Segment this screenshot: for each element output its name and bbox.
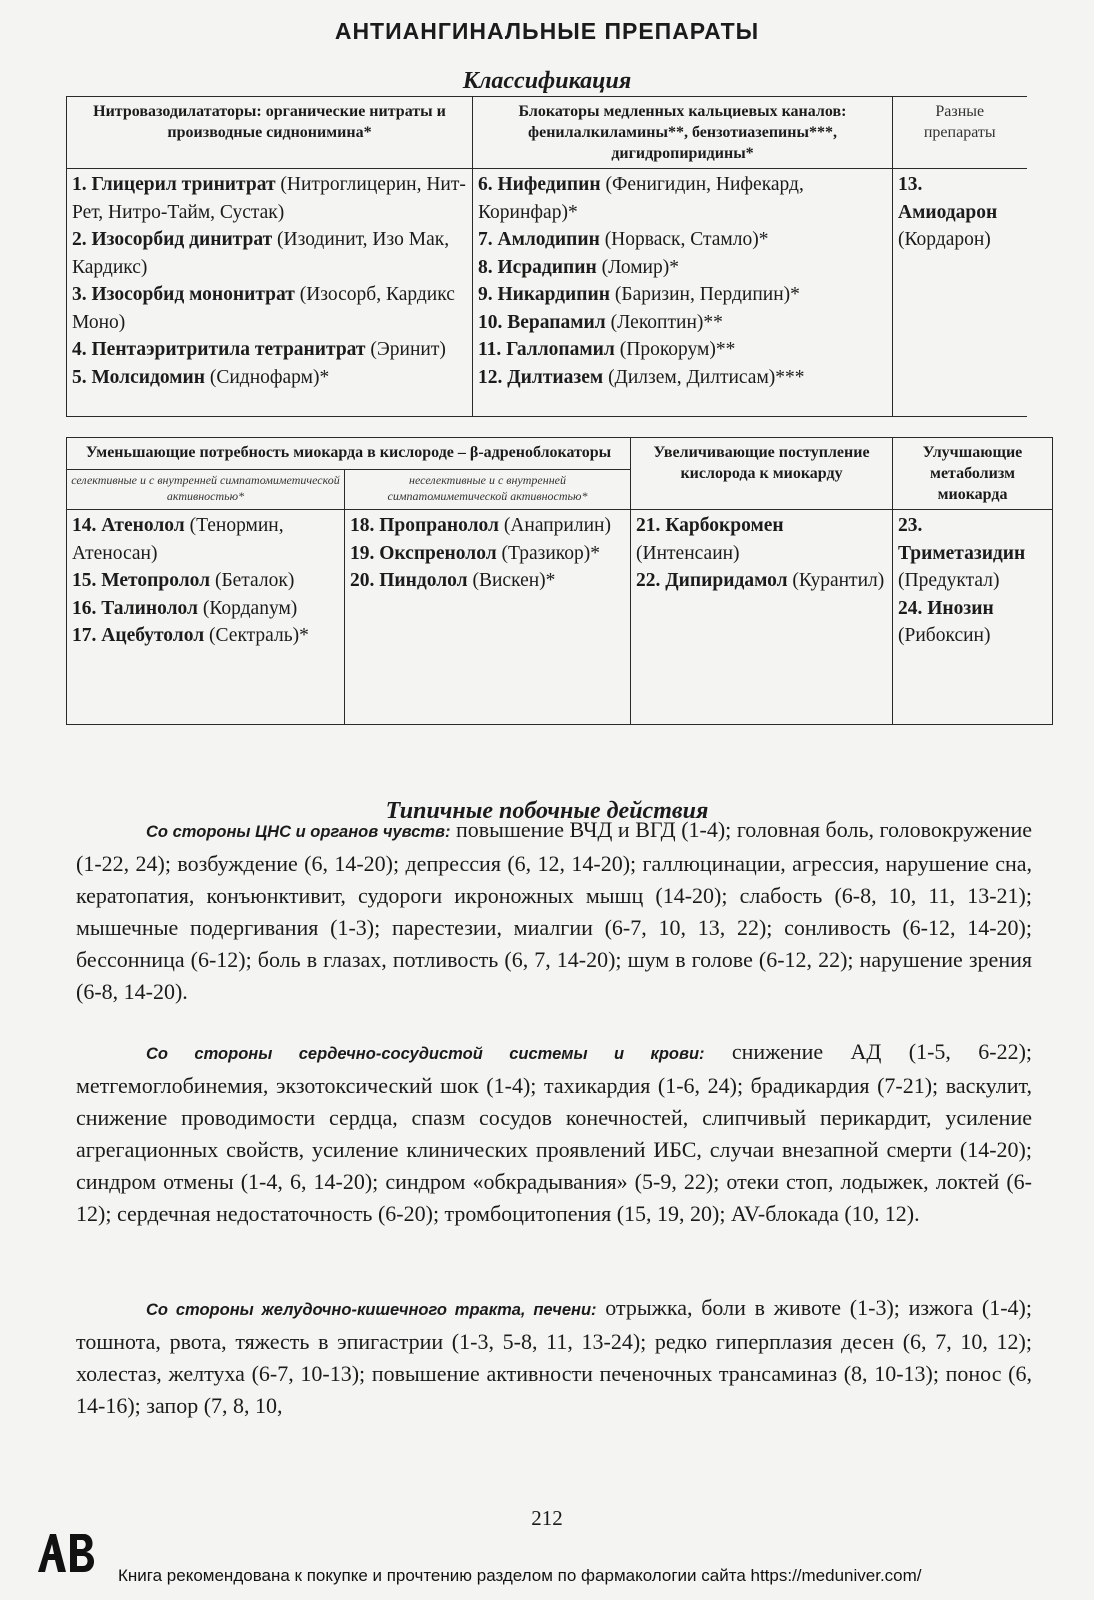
- list-selective: [67, 510, 345, 725]
- drug-name: 2. Изосорбид динитрат: [72, 229, 273, 250]
- header-nitrates: Нитровазодилататоры: органические нитраты и производные сиднонимина*: [67, 97, 473, 169]
- header-beta-blockers: Уменьшающие потребность миокарда в кислороде – β-адреноблокаторы: [67, 438, 631, 470]
- drug-name: 4. Пентаэритритила тетранитрат: [72, 339, 366, 360]
- drug-name: 5. Молсидомин: [72, 366, 205, 388]
- drug-brands: (Фенигидин, Нифекард, Коринфар)*: [478, 174, 804, 223]
- subheader-selective: селективные и с внутренней симпатомиметической активностью*: [67, 470, 345, 510]
- list-metabolism: [893, 510, 1053, 725]
- list-item: [636, 512, 887, 567]
- drug-name: 7. Амлодипин: [478, 229, 600, 250]
- list-item: [350, 512, 625, 540]
- drug-name: 12. Дилтиазем: [478, 366, 604, 388]
- list-other-drugs: [893, 169, 1027, 417]
- drug-name: 14. Атенолол: [72, 515, 185, 536]
- drug-brands: (Изодинит, Изо Мак, Кардикс): [72, 229, 450, 278]
- drug-brands: (Рибоксин): [898, 625, 991, 646]
- drug-brands: (Ломир)*: [596, 256, 679, 278]
- list-item: [72, 567, 339, 595]
- drug-brands: (Курантил): [787, 570, 885, 591]
- header-metabolism: Улучшающие метаболизм миокарда: [893, 438, 1053, 510]
- drug-name: 8. Исрадипин: [478, 256, 597, 278]
- drug-brands: (Баризин, Пердипин)*: [610, 284, 800, 305]
- list-item: [72, 512, 339, 567]
- drug-name: 10. Верапамил: [478, 311, 606, 333]
- list-item: [478, 226, 887, 254]
- page-number: 212: [531, 1506, 563, 1530]
- drug-name: 20. Пиндолол: [350, 570, 468, 591]
- paragraph-gastrointestinal: [76, 1292, 1032, 1422]
- site-logo: [36, 1528, 100, 1574]
- list-item: [478, 336, 887, 364]
- drug-brands: (Нитроглицерин, Нит-Рет, Нитро-Тайм, Сустак): [72, 174, 466, 223]
- paragraph-text: повышение ВЧД и ВГД (1-4); головная боль, головокружение (1-22, 24); возбуждение (6, 14-20); депрессия (6, 12, 14-20); галлюцинации, агрессия, нарушение сна, кератопатия, конъюнктивит, судороги икроножных мышц (14-20); слабость (6-8, 10, 11, 13-21); мышечные подергивания (1-3); парестезии, миалгии (6-7, 10, 13, 22); сонливость (6-12, 14-20); бессонница (6-12); боль в глазах, потливость (6, 7, 14-20); шум в голове (6-12, 22); нарушение зрения (6-8, 14-20).: [76, 817, 1032, 1004]
- drug-brands: (Кордарон): [898, 229, 991, 250]
- list-item: [478, 254, 887, 282]
- drug-name: 1. Глицерил тринитрат: [72, 174, 276, 195]
- drug-name: 16. Талинолол: [72, 597, 198, 619]
- drug-brands: (Кордanум): [197, 597, 298, 619]
- classification-table-1: [66, 96, 1027, 417]
- drug-name: 21. Карбокромен: [636, 515, 784, 536]
- drug-brands: (Тенормин, Атеносан): [72, 515, 284, 564]
- drug-brands: (Предуктал): [898, 570, 1000, 591]
- header-other-drugs-label: Разные препараты: [923, 103, 996, 141]
- drug-brands: (Лекоптин)**: [605, 311, 723, 333]
- classification-table-2: [66, 437, 1053, 725]
- drug-name: 23. Триметазидин: [898, 515, 1026, 564]
- header-calcium-blockers: Блокаторы медленных кальциевых каналов: фенилалкиламины**, бензотиазепины***, дигидропиридины*: [473, 97, 893, 169]
- list-item: [350, 540, 625, 568]
- list-item: [72, 364, 467, 392]
- paragraph-cardiovascular: [76, 1036, 1032, 1230]
- paragraph-lead: Со стороны сердечно-сосудистой системы и крови:: [146, 1045, 705, 1063]
- page-title: АНТИАНГИНАЛЬНЫЕ ПРЕПАРАТЫ: [334, 18, 760, 44]
- list-item: [72, 226, 467, 281]
- drug-name: 24. Инозин: [898, 597, 994, 619]
- list-item: [898, 512, 1047, 595]
- drug-name: 22. Дипиридамол: [636, 570, 788, 591]
- drug-brands: (Тразикор)*: [496, 542, 600, 564]
- list-calcium-blockers: [473, 169, 893, 417]
- drug-name: 17. Ацебутолол: [72, 625, 205, 646]
- drug-brands: (Сектраль)*: [204, 625, 309, 646]
- list-item: [898, 595, 1047, 650]
- paragraph-text: снижение АД (1-5, 6-22); метгемоглобинемия, экзотоксический шок (1-4); тахикардия (1-6, 24); брадикардия (7-21); васкулит, снижение проводимости сердца, спазм сосудов конечностей, слипчивый перикардит, усиление агрегационных свойств, усиление клинических проявлений ИБС, случаи внезапной смерти (14-20); синдром отмены (1-4, 6, 14-20); синдром «обкрадывания» (5-9, 22); отеки стоп, лодыжек, локтей (6-12); сердечная недостаточность (6-20); тромбоцитопения (15, 19, 20); AV-блокада (10, 12).: [76, 1039, 1033, 1226]
- list-nitrates: [67, 169, 473, 417]
- paragraph-cns: [76, 814, 1032, 1008]
- list-item: [72, 171, 467, 226]
- drug-name: 13. Амиодарон: [898, 174, 998, 223]
- drug-brands: (Вискен)*: [467, 570, 556, 591]
- subheader-nonselective: неселективные и с внутренней симпатомиметической активностью*: [345, 470, 631, 510]
- list-item: [72, 622, 339, 650]
- list-nonselective: [345, 510, 631, 725]
- paragraph-lead: Со стороны желудочно-кишечного тракта, печени:: [146, 1301, 597, 1319]
- drug-name: 6. Нифедипин: [478, 174, 601, 195]
- paragraph-text: отрыжка, боли в животе (1-3); изжога (1-4); тошнота, рвота, тяжесть в эпигастрии (1-3, 5-8, 11, 13-24); редко гиперплазия десен (6, 7, 10, 12); холестаз, желтуха (6-7, 10-13); повышение активности печеночных трансаминаз (8, 10-13); понос (6, 14-16); запор (7, 8, 10,: [76, 1295, 1032, 1418]
- drug-brands: (Эринит): [365, 339, 446, 360]
- drug-brands: (Беталок): [210, 570, 295, 591]
- drug-name: 9. Никардипин: [478, 284, 610, 305]
- list-item: [72, 336, 467, 364]
- list-item: [72, 595, 339, 623]
- drug-name: 15. Метопролол: [72, 570, 211, 591]
- list-item: [636, 567, 887, 595]
- list-item: [478, 364, 887, 392]
- paragraph-lead: Со стороны ЦНС и органов чувств:: [146, 823, 451, 841]
- drug-brands: (Интенсаин): [636, 542, 740, 564]
- drug-brands: (Дилзем, Дилтисам)***: [603, 366, 805, 388]
- header-oxygen-supply: Увеличивающие поступление кислорода к миокарду: [631, 438, 893, 510]
- list-item: [350, 567, 625, 595]
- side-effects-heading: Типичные побочные действия: [385, 798, 709, 824]
- list-item: [478, 171, 887, 226]
- list-item: [478, 309, 887, 337]
- header-other-drugs: [893, 97, 1027, 169]
- drug-brands: (Изосорб, Кардикс Моно): [72, 284, 455, 333]
- list-item: [72, 281, 467, 336]
- drug-name: 18. Пропранолол: [350, 515, 499, 536]
- drug-name: 11. Галлопамил: [478, 339, 615, 360]
- list-item: [478, 281, 887, 309]
- list-oxygen-supply: [631, 510, 893, 725]
- drug-brands: (Сиднофарм)*: [204, 366, 330, 388]
- list-item: [898, 171, 1022, 254]
- footer-recommendation: Книга рекомендована к покупке и прочтению разделом по фармакологии сайта https://meduniver.com/: [118, 1566, 922, 1585]
- drug-brands: (Прокорум)**: [614, 339, 736, 360]
- drug-brands: (Анаприлин): [498, 515, 611, 536]
- drug-brands: (Норваск, Стамло)*: [599, 229, 769, 250]
- classification-heading: Классификация: [462, 68, 632, 94]
- drug-name: 19. Окспренолол: [350, 542, 497, 564]
- drug-name: 3. Изосорбид мононитрат: [72, 284, 295, 305]
